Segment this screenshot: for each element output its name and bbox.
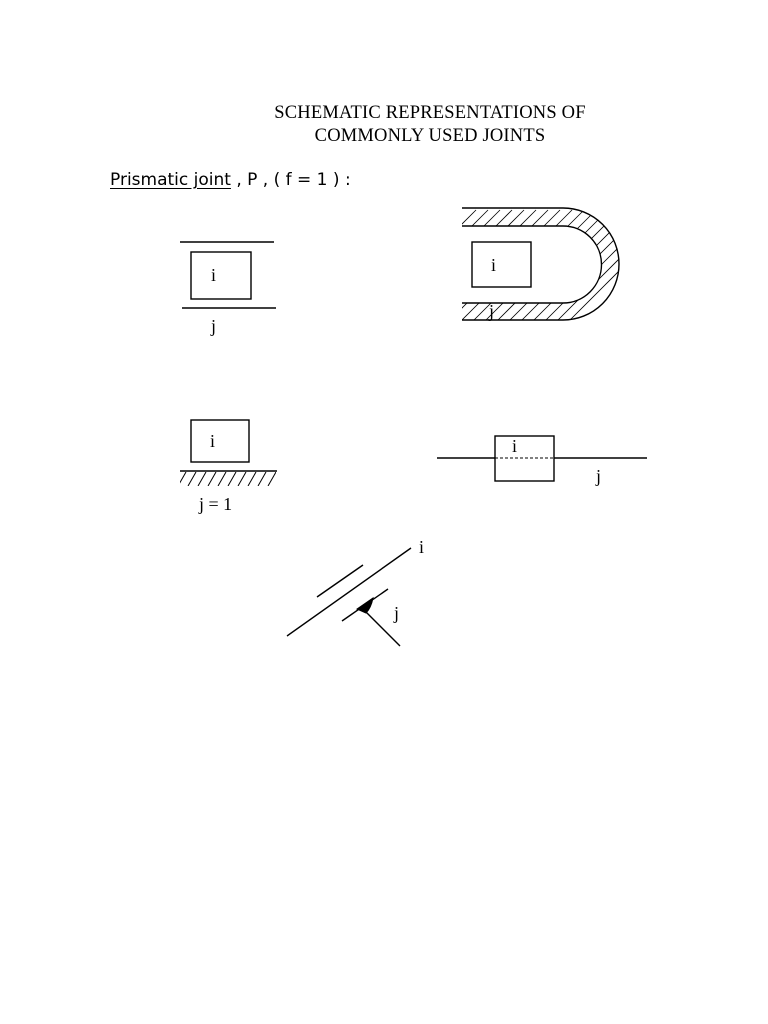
weld-mark	[357, 598, 373, 613]
joint-spec: , P , ( f = 1 ) :	[230, 170, 351, 190]
block-i	[472, 242, 531, 287]
label-j: j	[394, 603, 400, 623]
label-j: j	[489, 301, 495, 321]
link-i	[287, 548, 411, 636]
label-i: i	[491, 255, 497, 275]
title-line-1: SCHEMATIC REPRESENTATIONS OF	[274, 103, 586, 123]
label-j: j = 1	[199, 494, 233, 514]
block-i	[191, 420, 249, 462]
title-line-2: COMMONLY USED JOINTS	[314, 126, 546, 146]
label-j: j	[596, 466, 602, 486]
figure-slider-on-ground	[178, 420, 277, 486]
label-j: j	[211, 316, 217, 336]
label-i: i	[210, 431, 216, 451]
guide-rail	[317, 565, 363, 597]
joint-name: Prismatic joint	[110, 170, 231, 190]
ground-hatching	[178, 472, 276, 486]
figure-slider-between-rails	[180, 242, 276, 308]
figure-slider-on-rod	[437, 436, 647, 481]
label-i: i	[512, 436, 518, 456]
label-i: i	[211, 265, 217, 285]
figure-slider-in-guide	[356, 208, 680, 330]
label-i: i	[419, 537, 425, 557]
block-i	[191, 252, 251, 299]
figure-inclined-slider	[287, 548, 411, 646]
